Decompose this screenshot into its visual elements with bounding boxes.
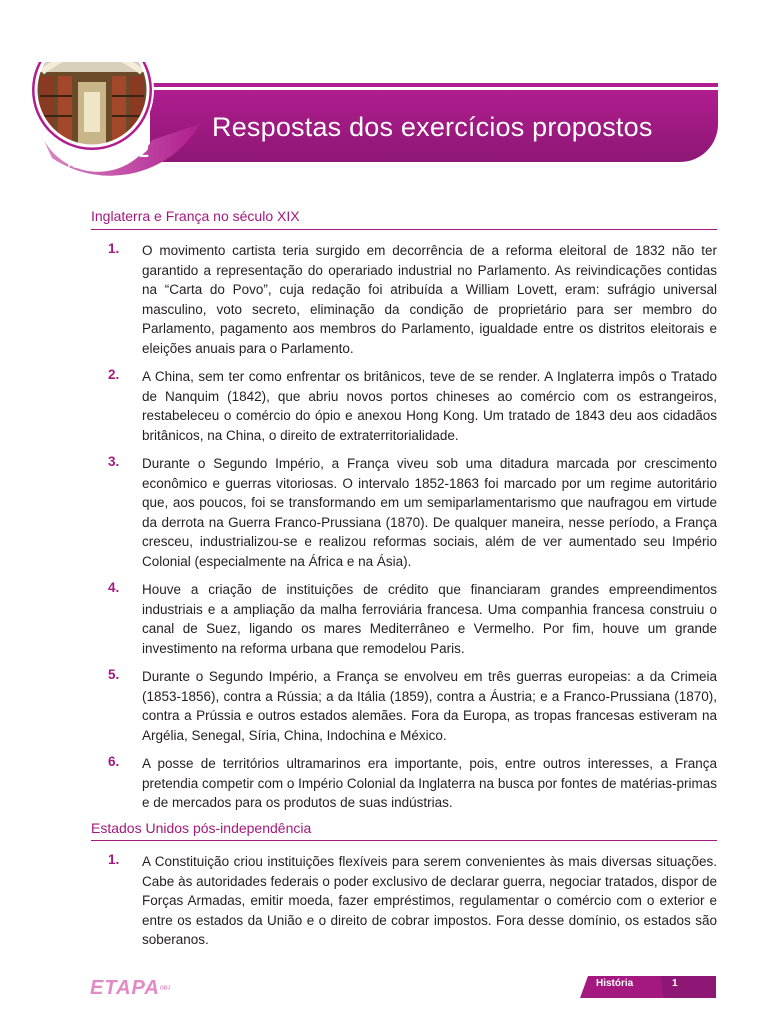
exercise-number: 4. — [108, 580, 120, 595]
header-top-line — [150, 83, 718, 87]
exercise-item — [0, 454, 768, 571]
exercise-number: 2. — [108, 367, 120, 382]
logo-small-text: OBJ — [159, 985, 171, 992]
exercise-item — [0, 367, 768, 445]
section-divider — [91, 229, 717, 230]
exercise-item — [0, 852, 768, 950]
logo-text: ETAPA — [90, 977, 160, 999]
section-divider — [91, 840, 717, 841]
exercise-answer: O movimento cartista teria surgido em decorrência de a reforma eleitoral de 1832 não ter garantido a representação do operariado industrial no Parlamento. As reivindicações contidas na “Carta do Povo”, cuja redação foi atribuída a William Lovett, eram: sufrágio universal masculino, voto secreto, eliminação da condição de proprietário para ser membro do Parlamento, pagamento aos membros do Parlamento, igualdade entre os distritos eleitorais e eleições anuais para o Parlamento. — [142, 243, 717, 356]
volume-badge — [22, 62, 212, 192]
exercise-list — [0, 852, 768, 959]
exercise-number: 6. — [108, 754, 120, 769]
volume-number: 2 — [139, 141, 150, 161]
page-title: Respostas dos exercícios propostos — [212, 112, 653, 142]
exercise-answer: Durante o Segundo Império, a França viveu sob uma ditadura marcada por crescimento econômico e guerras vitoriosas. O intervalo 1852-1863 foi marcado por um regime autoritário que, aos poucos, foi se transformando em um semiparlamentarismo que naufragou em virtude da derrota na Guerra Franco-Prussiana (1870). De qualquer maneira, nesse período, a França cresceu, industrializou-se e realizou reformas sociais, além de ver aumentado seu Império Colonial (especialmente na África e na Ásia). — [142, 456, 717, 569]
etapa-logo — [90, 977, 170, 1000]
exercise-answer: A Constituição criou instituições flexíveis para serem convenientes às mais diversas situações. Cabe às autoridades federais o poder exclusivo de declarar guerra, negociar tratados, dispor de Forças Armadas, emitir moeda, fazer empréstimos, regulamentar o comércio com o exterior e entre os estados da União e o direito de cobrar impostos. Fora desse domínio, os estados são soberanos. — [142, 854, 717, 947]
exercise-number: 3. — [108, 454, 120, 469]
exercise-item — [0, 580, 768, 658]
exercise-item — [0, 667, 768, 745]
library-photo-icon — [32, 62, 152, 152]
exercise-answer: Durante o Segundo Império, a França se envolveu em três guerras europeias: a da Crimeia (1853-1856), contra a Rússia; a da Itália (1859), contra a Áustria; e a Franco-Prussiana (1870), contra a Prússia e outros estados alemães. Fora da Europa, as tropas francesas estiveram na Argélia, Senegal, Síria, China, Indochina e México. — [142, 669, 717, 743]
section-title: Inglaterra e França no século XIX — [91, 208, 300, 224]
section-title: Estados Unidos pós-independência — [91, 820, 312, 836]
exercise-item — [0, 241, 768, 358]
exercise-number: 1. — [108, 241, 120, 256]
page-number: 1 — [672, 978, 678, 989]
exercise-answer: A China, sem ter como enfrentar os britânicos, teve de se render. A Inglaterra impôs o Tratado de Nanquim (1842), que abriu novos portos chineses ao comércio com os estrangeiros, restabeleceu o comércio do ópio e anexou Hong Kong. Um tratado de 1843 deu aos cidadãos britânicos, na China, o direito de extraterritorialidade. — [142, 369, 717, 443]
footer-subject: História — [596, 978, 634, 989]
exercise-list — [0, 241, 768, 822]
exercise-answer: Houve a criação de instituições de crédito que financiaram grandes empreendimentos industriais e a ampliação da malha ferroviária francesa. Uma companhia francesa construiu o canal de Suez, ligando os mares Mediterrâneo e Vermelho. Por fim, houve um grande investimento na reforma urbana que remodelou Paris. — [142, 582, 717, 656]
exercise-number: 5. — [108, 667, 120, 682]
exercise-number: 1. — [108, 852, 120, 867]
volume-label: volume — [66, 157, 104, 175]
exercise-item — [0, 754, 768, 813]
exercise-answer: A posse de territórios ultramarinos era importante, pois, entre outros interesses, a França pretendia competir com o Império Colonial da Inglaterra na busca por fontes de matérias-primas e de mercados para os produtos de suas indústrias. — [142, 756, 717, 810]
